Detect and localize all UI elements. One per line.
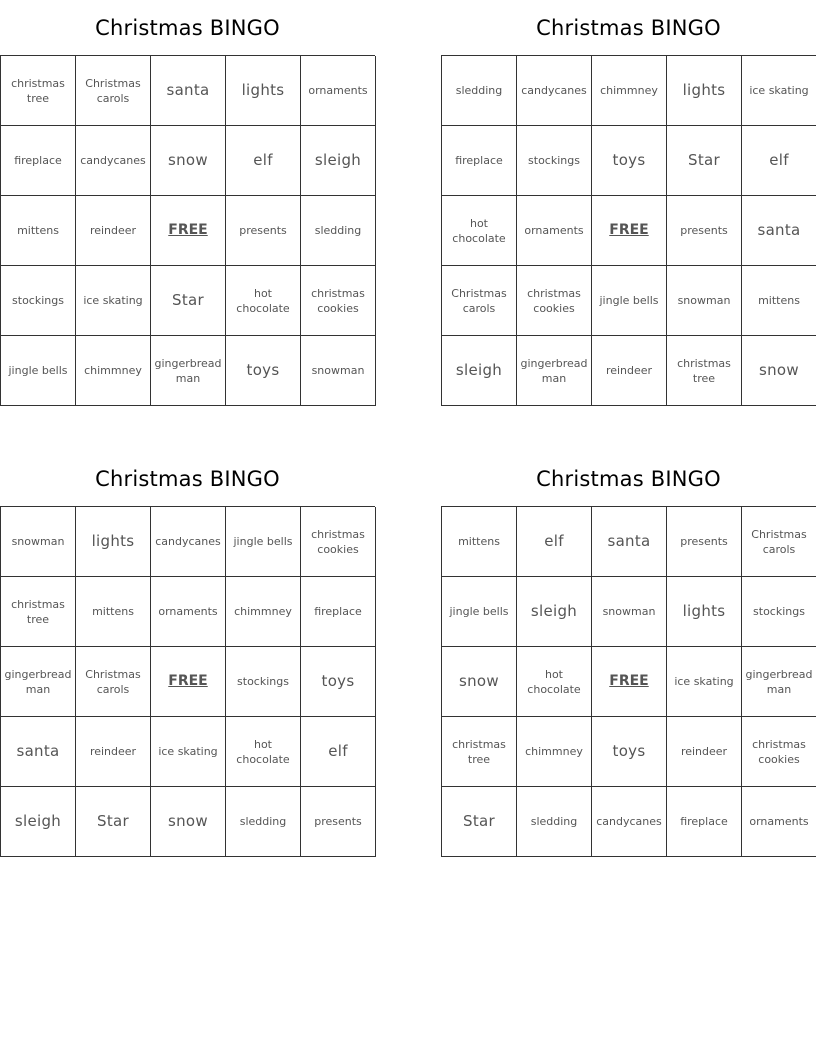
bingo-cell: candycanes (151, 507, 226, 577)
bingo-cell: sleigh (1, 787, 76, 857)
bingo-grid (0, 55, 375, 406)
bingo-cell: toys (226, 336, 301, 406)
bingo-cell: fireplace (442, 126, 517, 196)
bingo-cell: gingerbread man (1, 647, 76, 717)
bingo-card-3 (0, 451, 375, 857)
bingo-cell: sleigh (517, 577, 592, 647)
bingo-cell: fireplace (1, 126, 76, 196)
bingo-cell: jingle bells (442, 577, 517, 647)
bingo-cell: reindeer (76, 196, 151, 266)
bingo-cell: gingerbread man (742, 647, 816, 717)
bingo-cell: stockings (226, 647, 301, 717)
bingo-cell: Star (442, 787, 517, 857)
bingo-cell: Star (151, 266, 226, 336)
bingo-cell: hot chocolate (517, 647, 592, 717)
bingo-cell: mittens (76, 577, 151, 647)
bingo-cell: presents (226, 196, 301, 266)
bingo-cell: Christmas carols (76, 56, 151, 126)
bingo-cell: christmas tree (442, 717, 517, 787)
bingo-cell: sleigh (301, 126, 376, 196)
bingo-cell: jingle bells (1, 336, 76, 406)
bingo-grid (0, 506, 375, 857)
bingo-cell: toys (592, 717, 667, 787)
bingo-cell: gingerbread man (517, 336, 592, 406)
free-space: FREE (151, 196, 226, 266)
bingo-cell: presents (301, 787, 376, 857)
bingo-cell: snow (742, 336, 816, 406)
bingo-grid (441, 55, 816, 406)
bingo-cell: hot chocolate (442, 196, 517, 266)
bingo-cell: snowman (1, 507, 76, 577)
bingo-cell: Christmas carols (76, 647, 151, 717)
bingo-cell: santa (592, 507, 667, 577)
bingo-cell: santa (1, 717, 76, 787)
bingo-cell: sledding (442, 56, 517, 126)
bingo-cell: presents (667, 507, 742, 577)
bingo-cell: chimmney (76, 336, 151, 406)
bingo-cell: sledding (226, 787, 301, 857)
bingo-cell: elf (742, 126, 816, 196)
bingo-cell: snow (151, 126, 226, 196)
free-space: FREE (151, 647, 226, 717)
bingo-cell: reindeer (667, 717, 742, 787)
bingo-card-4 (441, 451, 816, 857)
bingo-cell: ice skating (667, 647, 742, 717)
bingo-cell: ornaments (151, 577, 226, 647)
bingo-cell: toys (592, 126, 667, 196)
bingo-cell: Christmas carols (442, 266, 517, 336)
bingo-cell: ice skating (742, 56, 816, 126)
card-title: Christmas BINGO (95, 467, 280, 491)
bingo-cell: gingerbread man (151, 336, 226, 406)
bingo-cell: ice skating (151, 717, 226, 787)
bingo-cell: Christmas carols (742, 507, 816, 577)
bingo-cell: chimmney (517, 717, 592, 787)
bingo-cell: ice skating (76, 266, 151, 336)
bingo-cell: hot chocolate (226, 266, 301, 336)
free-space: FREE (592, 196, 667, 266)
bingo-cell: christmas cookies (742, 717, 816, 787)
bingo-cell: sledding (301, 196, 376, 266)
bingo-cell: christmas cookies (301, 507, 376, 577)
bingo-cell: christmas tree (1, 577, 76, 647)
bingo-cell: jingle bells (226, 507, 301, 577)
bingo-cell: ornaments (517, 196, 592, 266)
free-space: FREE (592, 647, 667, 717)
bingo-cell: lights (667, 577, 742, 647)
bingo-cell: christmas cookies (517, 266, 592, 336)
bingo-cell: candycanes (592, 787, 667, 857)
bingo-cell: ornaments (301, 56, 376, 126)
bingo-cell: snow (442, 647, 517, 717)
bingo-cell: ornaments (742, 787, 816, 857)
bingo-cell: reindeer (592, 336, 667, 406)
bingo-cell: snowman (301, 336, 376, 406)
bingo-cell: snowman (592, 577, 667, 647)
bingo-cell: lights (76, 507, 151, 577)
bingo-cell: elf (226, 126, 301, 196)
bingo-cell: fireplace (301, 577, 376, 647)
bingo-cell: elf (301, 717, 376, 787)
bingo-cell: candycanes (517, 56, 592, 126)
bingo-cell: santa (151, 56, 226, 126)
bingo-cell: jingle bells (592, 266, 667, 336)
bingo-cell: stockings (742, 577, 816, 647)
bingo-cell: sledding (517, 787, 592, 857)
bingo-cell: mittens (742, 266, 816, 336)
card-title: Christmas BINGO (95, 16, 280, 40)
bingo-cell: hot chocolate (226, 717, 301, 787)
bingo-cell: sleigh (442, 336, 517, 406)
bingo-cell: chimmney (226, 577, 301, 647)
bingo-cell: mittens (442, 507, 517, 577)
bingo-card-1 (0, 0, 375, 406)
bingo-cell: candycanes (76, 126, 151, 196)
bingo-cell: christmas tree (667, 336, 742, 406)
bingo-cell: christmas cookies (301, 266, 376, 336)
bingo-cell: santa (742, 196, 816, 266)
bingo-cell: fireplace (667, 787, 742, 857)
bingo-cell: lights (667, 56, 742, 126)
bingo-cell: stockings (517, 126, 592, 196)
bingo-cell: reindeer (76, 717, 151, 787)
bingo-cell: stockings (1, 266, 76, 336)
bingo-cell: presents (667, 196, 742, 266)
card-title: Christmas BINGO (536, 16, 721, 40)
bingo-cell: snow (151, 787, 226, 857)
bingo-cell: chimmney (592, 56, 667, 126)
bingo-cell: elf (517, 507, 592, 577)
bingo-card-2 (441, 0, 816, 406)
bingo-grid (441, 506, 816, 857)
card-title: Christmas BINGO (536, 467, 721, 491)
bingo-cell: toys (301, 647, 376, 717)
bingo-cell: snowman (667, 266, 742, 336)
bingo-cell: mittens (1, 196, 76, 266)
bingo-cell: christmas tree (1, 56, 76, 126)
bingo-cell: lights (226, 56, 301, 126)
bingo-cell: Star (76, 787, 151, 857)
bingo-cell: Star (667, 126, 742, 196)
